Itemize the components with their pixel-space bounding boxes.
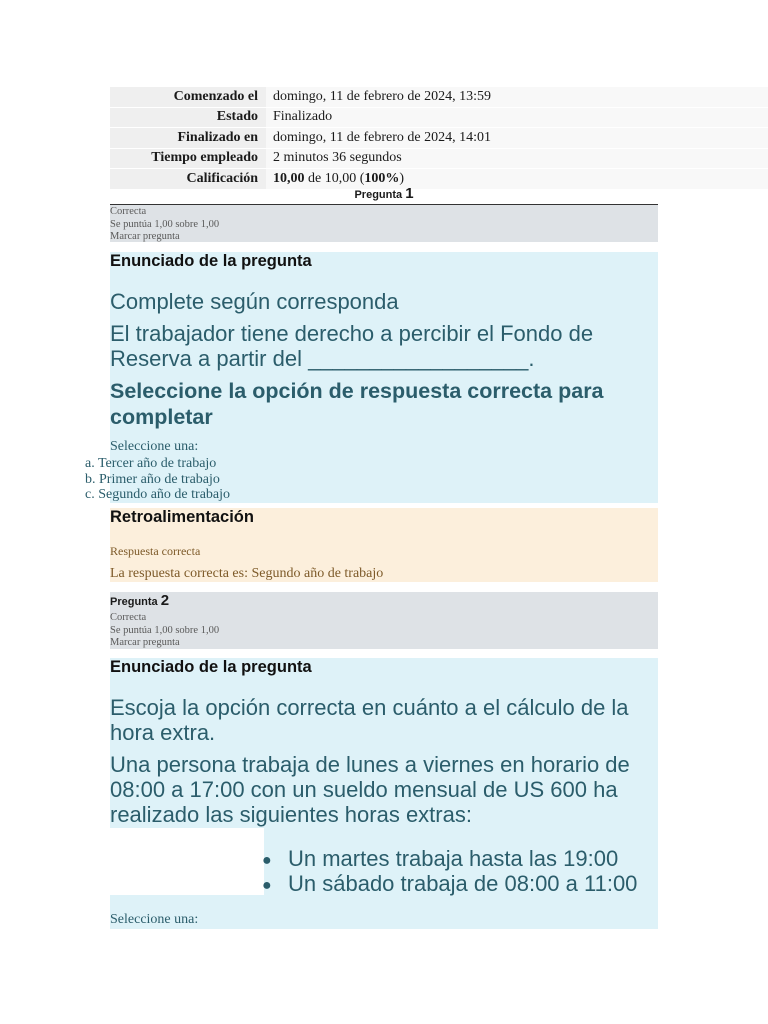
question-status: Correcta	[110, 206, 147, 217]
question-2-statement: Una persona trabaja de lunes a viernes en horario de 08:00 a 17:00 con un sueldo mensual de US 600 ha realizado las siguientes horas extras:	[110, 752, 630, 827]
question-1-statement: El trabajador tiene derecho a percibir el Fondo de Reserva a partir del __________________.	[110, 321, 594, 371]
summary-row-started	[110, 87, 768, 108]
question-score: Se puntúa 1,00 sobre 1,00	[110, 624, 220, 636]
summary-value: domingo, 11 de febrero de 2024, 13:59	[266, 87, 768, 108]
answer-options	[85, 456, 230, 503]
question-status: Correcta	[110, 612, 147, 623]
summary-label: Tiempo empleado	[110, 148, 266, 169]
summary-row-state	[110, 107, 768, 128]
feedback-correct-answer: La respuesta correcta es: Segundo año de trabajo	[110, 566, 384, 581]
summary-label: Finalizado en	[110, 128, 266, 149]
question-number: 2	[160, 592, 170, 609]
summary-value: Finalizado	[266, 107, 768, 128]
question-2-title	[110, 592, 658, 611]
bullet-icon: ●	[262, 851, 272, 869]
feedback-box	[110, 508, 658, 582]
list-item	[262, 871, 637, 896]
question-1-heading: Enunciado de la pregunta	[110, 252, 312, 270]
summary-value: domingo, 11 de febrero de 2024, 14:01	[266, 128, 768, 149]
grade-score: 10,00	[273, 170, 305, 186]
question-score: Se puntúa 1,00 sobre 1,00	[110, 218, 220, 230]
question-2-info	[110, 592, 658, 649]
question-2-instruction: Escoja la opción correcta en cuánto a el cálculo de la hora extra.	[110, 695, 629, 745]
blank-area	[110, 828, 264, 895]
list-item	[262, 846, 637, 871]
select-one-label: Seleccione una:	[110, 439, 199, 454]
grade-close: )	[399, 170, 405, 186]
summary-row-finished	[110, 128, 768, 149]
grade-percent: 100%	[364, 170, 400, 186]
overtime-list	[262, 846, 637, 896]
feedback-result: Respuesta correcta	[110, 544, 201, 558]
grade-total: de 10,00 (	[304, 170, 365, 186]
feedback-heading: Retroalimentación	[110, 508, 254, 526]
bullet-icon: ●	[262, 876, 272, 894]
summary-label: Estado	[110, 107, 266, 128]
question-1-prompt: Seleccione la opción de respuesta correcta para completar	[110, 379, 604, 429]
question-2-heading: Enunciado de la pregunta	[110, 658, 312, 676]
list-item-text: Un martes trabaja hasta las 19:00	[288, 846, 619, 871]
list-item-text: Un sábado trabaja de 08:00 a 11:00	[288, 871, 638, 896]
answer-option-a[interactable]: a. Tercer año de trabajo	[85, 456, 217, 471]
summary-row-time	[110, 148, 768, 169]
answer-option-c[interactable]: c. Segundo año de trabajo	[85, 487, 231, 503]
flag-question-link[interactable]: Marcar pregunta	[110, 231, 180, 242]
question-word: Pregunta	[110, 596, 158, 608]
select-one-label: Seleccione una:	[110, 912, 199, 927]
question-number: 1	[405, 185, 414, 202]
question-1-title	[110, 185, 658, 202]
summary-label: Comenzado el	[110, 87, 266, 108]
question-1-info	[110, 205, 658, 242]
summary-value: 2 minutos 36 segundos	[266, 148, 768, 169]
question-1-instruction: Complete según corresponda	[110, 289, 399, 314]
answer-option-b[interactable]: b. Primer año de trabajo	[85, 471, 220, 487]
attempt-summary-table	[110, 86, 768, 189]
summary-label: Calificación	[110, 169, 266, 189]
question-word: Pregunta	[354, 189, 403, 201]
flag-question-link[interactable]: Marcar pregunta	[110, 637, 180, 648]
